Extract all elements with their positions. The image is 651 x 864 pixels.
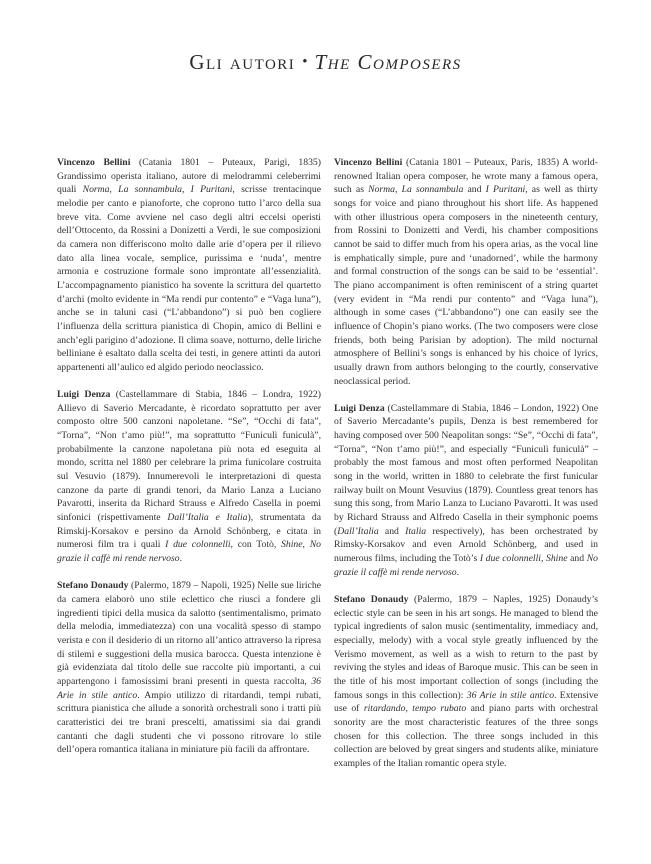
column-english [334, 156, 598, 771]
text-segment: Dall’Italia [337, 525, 379, 537]
text-segment: Norma, La sonnambula [368, 184, 464, 196]
text-segment: Shine [281, 539, 303, 551]
text-segment: No grazie il caffè mi rende nervoso [57, 539, 322, 565]
title-english: The Composers [314, 50, 462, 74]
text-segment: (Catania 1801 – Puteaux, Paris, 1835) A world-renowned Italian opera composer, he wrote many a famous opera, such as [334, 157, 598, 196]
text-segment: Dall’Italia e Italia [167, 512, 248, 524]
text-segment: (Castellammare di Stabia, 1846 – London, 1922) One of Saverio Mercadante’s pupils, Denza is best remembered for having composed over 500 Neapolitan songs: “Se”, “Occhi di fata”, “Torna”, “Non t’amo più!”, and especially “Funiculì funiculà” – probably the most famous and most often performed Neapolitan song in the world, written in 1880 to celebrate the first funicular railway built on Mount Vesuvius (1879). Countless great tenors has sung this song, from Mario Lanza to Luciano Pavarotti. It was used by Richard Strauss and Alfredo Casella in their symphonic poems ( [334, 402, 598, 537]
text-segment: 36 Arie in stile antico [57, 675, 321, 701]
composer-name: Luigi Denza [334, 402, 385, 414]
text-segment: (Castellammare di Stabia, 1846 – Londra, 1922) Allievo di Saverio Mercadante, è ricordato soprattutto per aver composto oltre 500 canzoni napoletane. “Se”, “Occhi di fata”, “Torna”, “Non t’amo più!”, ma soprattutto “Funiculì funiculà”, probabilmente la canzone napoletana più nota ed eseguita al mondo, scritta nel 1880 per celebrare la prima funicolare costruita sul Vesuvio (1879). Innumerevoli le interpretazioni di questa canzone da parte di grandi tenori, da Mario Lanza a Luciano Pavarotti, inserita da Richard Strauss e Alfredo Casella in poemi sinfonici (rispettivamente [57, 389, 321, 524]
text-segment: ritardando, tempo rubato [363, 703, 467, 715]
text-segment: . Ampio utilizzo di ritardandi, tempi rubati, scrittura pianistica che allude a sonorità orchestrali sono i tratti più caratteristici dei tre brani prescelti, amatissimi sia dai grandi cantanti che dagli studenti che vi possono ritrovare lo stile dell’opera romantica italiana in miniature più facili da affrontare. [57, 689, 321, 756]
paragraph [57, 388, 321, 566]
composer-name: Vincenzo Bellini [334, 157, 403, 168]
text-segment: No grazie il caffè mi rende nervoso [334, 553, 598, 578]
text-segment: and [378, 525, 406, 537]
composer-name: Luigi Denza [57, 389, 111, 401]
paragraph [334, 402, 598, 580]
text-segment: , [302, 539, 310, 551]
text-segment: . [456, 566, 460, 578]
two-column-layout [57, 156, 598, 771]
text-segment: ), strumentata da Rimskij-Korsakov e persino da Arnold Schönberg, e citata in numerosi film tra i quali [57, 512, 321, 551]
text-segment: , [540, 553, 546, 565]
text-segment: I due colonnelli [479, 553, 541, 565]
composer-name: Vincenzo Bellini [57, 157, 131, 168]
title-italian: Gli autori [189, 50, 296, 74]
paragraph [57, 579, 321, 757]
text-segment: and [567, 553, 587, 565]
composer-name: Stefano Donaudy [57, 580, 129, 592]
text-segment: Italia [405, 525, 427, 537]
text-segment: respectively), has been orchestrated by Rimsky-Korsakov and even Arnold Schönberg, and used in numerous films, including the Totò’s [334, 525, 598, 565]
composer-name: Stefano Donaudy [334, 593, 409, 605]
title-separator-bullet: • [302, 54, 308, 70]
paragraph [334, 593, 598, 771]
text-segment: (Palermo, 1879 – Napoli, 1925) Nelle sue liriche da camera elaborò uno stile eclettico che riuscì a fondere gli ingredienti tipici della musica da salotto (sentimentalismo, primato della melodia, immediatezza) con una vocalità spesso di stampo verista e con il desiderio di un ritorno all’antico attraverso la ripresa di stilemi e suggestioni della musica barocca. Questa intenzione è già evidenziata dal titolo delle sue raccolte più importanti, a cui appartengono i famosissimi brani presenti in questa raccolta, [57, 580, 321, 687]
text-segment: . [179, 553, 183, 565]
text-segment: 36 Arie in stile antico [466, 689, 555, 701]
paragraph [57, 156, 321, 375]
text-segment: (Catania 1801 – Puteaux, Parigi, 1835) Grandissimo operista italiano, autore di melodrammi celeberrimi quali [57, 157, 321, 196]
text-segment: , con Totò, [230, 539, 282, 551]
text-segment: Norma, La sonnambula, I Puritani [82, 184, 233, 196]
text-segment: . Extensive use of [334, 689, 599, 715]
text-segment: I due colonnelli [165, 539, 231, 551]
column-italian [57, 156, 321, 771]
text-segment: I Puritani [485, 184, 526, 196]
text-segment: and [463, 184, 486, 196]
text-segment: and piano parts with orchestral sonority are the most characteristic features of the three songs chosen for this collection. The three songs included in this collection are beloved by great singers and students alike, miniature examples of the Italian romantic opera style. [334, 703, 599, 769]
text-segment: , as well as thirty songs for voice and piano throughout his short life. As happened with other illustrious opera composers in the nineteenth century, from Rossini to Donizetti and Verdi, his chamber compositions cannot be said to differ much from his opera arias, as the vocal line is emphatically simple, pure and ‘unadorned’, while the harmony and formal construction of the songs can be said to be ‘essential’. The piano accompaniment is often reminiscent of a string quartet (very evident in “Ma rendi pur contento” and “Vaga luna”), although in some cases (“L’abbandono”) one can easily see the influence of Chopin’s piano works. (The two composers were close friends, both being Parisian by adoption). The mild nocturnal atmosphere of Bellini’s songs is enhanced by his choice of lyrics, usually drawn from authors belonging to the courtly, conservative neoclassical period. [334, 184, 598, 387]
text-segment: , scrisse trentacinque melodie per canto e pianoforte, che coprono tutto l’arco della sua breve vita. Come avviene nel caso degli altri eccelsi operisti dell’Ottocento, da Rossini a Donizetti a Verdi, le sue composizioni da camera non differiscono molto dalle arie d’opera per il rilievo dato alla linea vocale, semplice, purissima e ‘nuda’, mentre armonia e costruzione formale sono improntate all’essenzialità. L’accompagnamento pianistico ha sovente la scrittura del quartetto d’archi (molto evidente in “Ma rendi pur contento” e “Vaga luna”), anche se in taluni casi (“L’abbandono”) si può ben cogliere l’influenza della scrittura pianistica di Chopin, amico di Bellini e anch’egli parigino d’adozione. Il clima soave, notturno, delle liriche belliniane è esaltato dalla scelta dei testi, in genere attinti da autori appartenenti all’aulico ed algido periodo neoclassico. [57, 184, 322, 373]
page-title [0, 50, 651, 75]
text-segment: (Palermo, 1879 – Naples, 1925) Donaudy’s eclectic style can be seen in his art songs. He managed to blend the typical ingredients of salon music (sentimentality, immediacy and, especially, melody) with a vocal style greatly influenced by the Verismo movement, as well as a wish to return to the past by reviving the styles and ideas of Baroque music. This can be seen in the title of his most important collection of songs (including the famous songs in this collection): [334, 593, 598, 701]
text-segment: Shine [545, 553, 568, 565]
paragraph [334, 156, 598, 388]
